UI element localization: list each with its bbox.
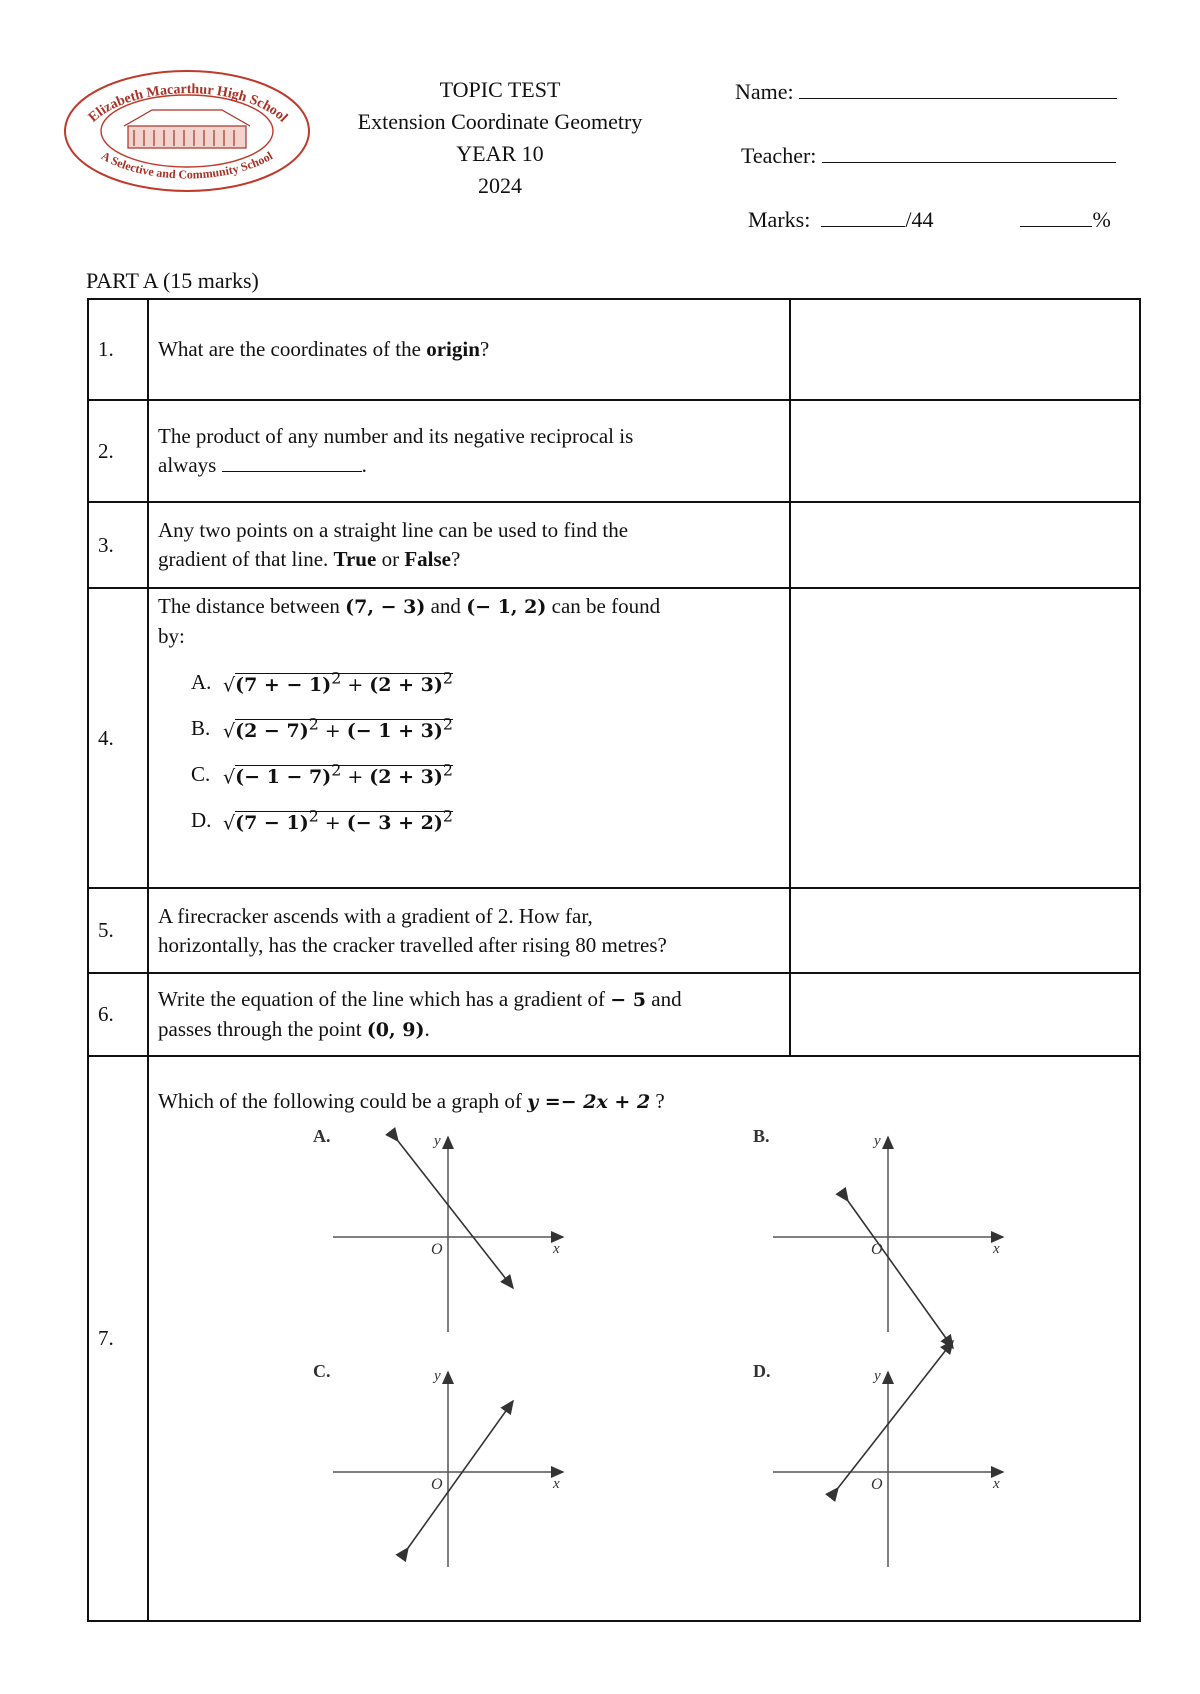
percent-sign: %: [1092, 207, 1111, 232]
x-axis-label: x: [993, 1476, 1000, 1492]
graph-label: D.: [753, 1361, 771, 1381]
title-line: YEAR 10: [456, 141, 544, 166]
question-text: Which of the following could be a graph of y =− 2x + 2 ? A. x y O B. x y O C. x y O D. x y O: [148, 1056, 1140, 1621]
graph-label: B.: [753, 1126, 770, 1146]
option-a: A. √(7 + − $1)^2 + (2 + 3)^2$: [191, 668, 453, 697]
name-blank[interactable]: [799, 78, 1117, 99]
percent-blank[interactable]: [1020, 206, 1092, 227]
answer-box[interactable]: [790, 502, 1140, 588]
x-axis-label: x: [553, 1476, 560, 1492]
option-b: B. $√(2 - 7)^2$ + (− 1 + 3)$^2$: [191, 714, 453, 743]
y-axis-label: y: [434, 1368, 441, 1384]
origin-label: O: [431, 1476, 443, 1493]
marks-total: /44: [905, 207, 934, 232]
graph-label: A.: [313, 1126, 331, 1146]
graph-options: [158, 1117, 1158, 1597]
teacher-label: Teacher:: [741, 143, 817, 168]
title-line: Extension Coordinate Geometry: [357, 109, 643, 134]
question-text: A firecracker ascends with a gradient of 2. How far, horizontally, has the cracker travelled after rising 80 metres?: [148, 888, 790, 973]
title-line: TOPIC TEST: [439, 77, 561, 102]
graph-line: [848, 1201, 953, 1348]
answer-box[interactable]: [790, 588, 1140, 888]
question-text: Write the equation of the line which has a gradient of − 5 and passes through the point (0, 9).: [148, 973, 790, 1056]
option-d: D. $√(7 - 1)^2$ + (− 3 + 2)$^2$: [191, 806, 453, 835]
y-axis-label: y: [874, 1133, 881, 1149]
origin-label: O: [431, 1241, 443, 1258]
school-logo: [62, 68, 312, 194]
question-number: 1.: [88, 299, 148, 400]
question-number: 2.: [88, 400, 148, 502]
logo-text-top: Elizabeth Macarthur High School: [85, 82, 291, 126]
table-row: [88, 1056, 1140, 1621]
marks-field[interactable]: [748, 206, 1111, 233]
table-row: [88, 888, 1140, 973]
table-row: [88, 588, 1140, 888]
question-number: 5.: [88, 888, 148, 973]
question-table: [87, 298, 1141, 1622]
origin-label: O: [871, 1476, 883, 1493]
answer-box[interactable]: [790, 888, 1140, 973]
answer-box[interactable]: [790, 973, 1140, 1056]
question-text: The product of any number and its negative reciprocal is always .: [148, 400, 790, 502]
title-line: 2024: [478, 173, 522, 198]
table-row: [88, 400, 1140, 502]
blank-line: [222, 451, 362, 472]
graph-label: C.: [313, 1361, 331, 1381]
question-number: 4.: [88, 588, 148, 888]
y-axis-label: y: [434, 1133, 441, 1149]
question-text: Any two points on a straight line can be used to find the gradient of that line. True or False?: [148, 502, 790, 588]
logo-text-bottom: A Selective and Community School: [98, 148, 276, 182]
answer-box[interactable]: [790, 400, 1140, 502]
teacher-blank[interactable]: [822, 142, 1116, 163]
question-text: What are the coordinates of the origin?: [148, 299, 790, 400]
table-row: [88, 502, 1140, 588]
origin-label: O: [871, 1241, 883, 1258]
x-axis-label: x: [553, 1241, 560, 1257]
table-row: [88, 973, 1140, 1056]
table-row: [88, 299, 1140, 400]
question-number: 7.: [88, 1056, 148, 1621]
test-title: [310, 74, 690, 202]
option-c: C. √(− $1 - 7)^2 + (2 + 3)^2$: [191, 760, 453, 789]
answer-box[interactable]: [790, 299, 1140, 400]
x-axis-label: x: [993, 1241, 1000, 1257]
question-number: 3.: [88, 502, 148, 588]
name-field[interactable]: [735, 78, 1117, 105]
graph-line: [398, 1141, 513, 1288]
question-text: The distance between (7, − 3) and (− 1, 2) can be found by: A. √(7 + − $1)^2 + (2 + 3)^2$ B. $√(2 - 7)^2$ + (− 1 + 3)$^2$ C. √(− $1 - 7)^2 + (2 + 3)^2$ D. $√(7 - 1)^2$ + (− 3 + 2)$^2$: [148, 588, 790, 888]
marks-label: Marks:: [748, 207, 811, 232]
name-label: Name:: [735, 79, 794, 104]
part-a-heading: PART A (15 marks): [86, 268, 259, 293]
teacher-field[interactable]: [741, 142, 1116, 169]
question-number: 6.: [88, 973, 148, 1056]
y-axis-label: y: [874, 1368, 881, 1384]
graph-line: [838, 1341, 953, 1488]
marks-blank[interactable]: [821, 206, 905, 227]
graph-line: [408, 1401, 513, 1548]
